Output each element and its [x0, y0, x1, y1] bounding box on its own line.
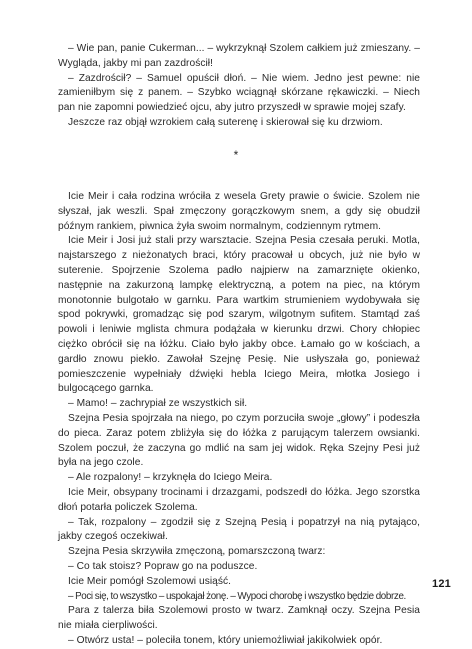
paragraph: – Zazdrościł? – Samuel opuścił dłoń. – Nie wiem. Jedno jest pewne: nie zamieniłbym się z panem. – Szybko wciągnął skórzane rękawiczki. – Niech pan nie zapomni powiedzieć ojcu, aby jutro przyszedł w sprawie mojej szafy.: [58, 72, 420, 114]
paragraph: – Co tak stoisz? Popraw go na poduszce.: [68, 560, 258, 572]
opening-section: [58, 42, 420, 131]
paragraph: Szejna Pesia skrzywiła zmęczoną, pomarszczoną twarz:: [68, 546, 326, 558]
paragraph: Icie Meir pomógł Szolemowi usiąść.: [68, 575, 232, 587]
section-separator: *: [233, 148, 239, 162]
paragraph: Icie Meir i Josi już stali przy warsztacie. Szejna Pesia czesała peruki. Motla, najstarszego z nieżonatych braci, który pracował u obcych, już nie było w suterenie. Spojrzenie Szolema padło najpierw na zamarznięte okienko, następnie na zakurzoną lampkę elektryczną, a potem na piec, na którym monotonnie bulgotało w garnku. Para wartkim strumieniem wydobywała się spod pokrywki, gromadząc się pod szarym, wilgotnym sufitem. Stamtąd zaś powoli i leniwie mglista chmura podążała w kierunku drzwi. Chory chłopiec ciężko obrócił się na łóżku. Ciało było jakby obce. Łamało go w kościach, a gardło znowu piekło. Zawołał Szejnę Pesię. Nie usłyszała go, ponieważ pomieszczenie wypełniały dźwięki hebla Iciego Meira, młotka Josiego i bulgocącego garnka.: [58, 235, 420, 395]
paragraph: Para z talerza biła Szolemowi prosto w twarz. Zamknął oczy. Szejna Pesia nie miała cierpliwości.: [58, 605, 420, 632]
paragraph: – Mamo! – zachrypiał ze wszystkich sił.: [68, 398, 248, 410]
paragraph: – Ale rozpalony! – krzyknęła do Iciego Meira.: [68, 472, 273, 484]
paragraph: – Tak, rozpalony – zgodził się z Szejną Pesią i popatrzył na nią pytająco, jakby czegoś oczekiwał.: [58, 516, 420, 543]
paragraph: – Poci się, to wszystko – uspokajał żonę. – Wypoci chorobę i wszystko będzie dobrze.: [68, 590, 406, 602]
paragraph: Jeszcze raz objął wzrokiem całą suterenę i skierował się ku drzwiom.: [68, 116, 383, 128]
paragraph: – Otwórz usta! – poleciła tonem, który uniemożliwiał jakikolwiek opór.: [68, 634, 383, 646]
paragraph: Icie Meir i cała rodzina wróciła z wesela Grety prawie o świcie. Szolem nie słyszał, jak weszli. Spał zmęczony gorączkowym snem, a gdy się obudził późnym rankiem, piwnica żyła swoim normalnym, codziennym rytmem.: [58, 191, 420, 232]
main-section: [58, 190, 420, 649]
paragraph: – Wie pan, panie Cukerman... – wykrzyknął Szolem całkiem już zmieszany. – Wygląda, jakby mi pan zazdrościł!: [58, 43, 420, 69]
page-number: 121: [432, 578, 451, 590]
paragraph: Icie Meir, obsypany trocinami i drzazgami, podszedł do łóżka. Jego szorstka dłoń potarła policzek Szolema.: [58, 486, 420, 513]
paragraph: Szejna Pesia spojrzała na niego, po czym porzuciła swoje „głowy” i podeszła do pieca. Zaraz potem zbliżyła się do łóżka z parującym talerzem owsianki. Szolem poczuł, że zaczyna go mdlić na sam jej widok. Ręka Szejny Pesi już była na jego czole.: [58, 412, 420, 469]
